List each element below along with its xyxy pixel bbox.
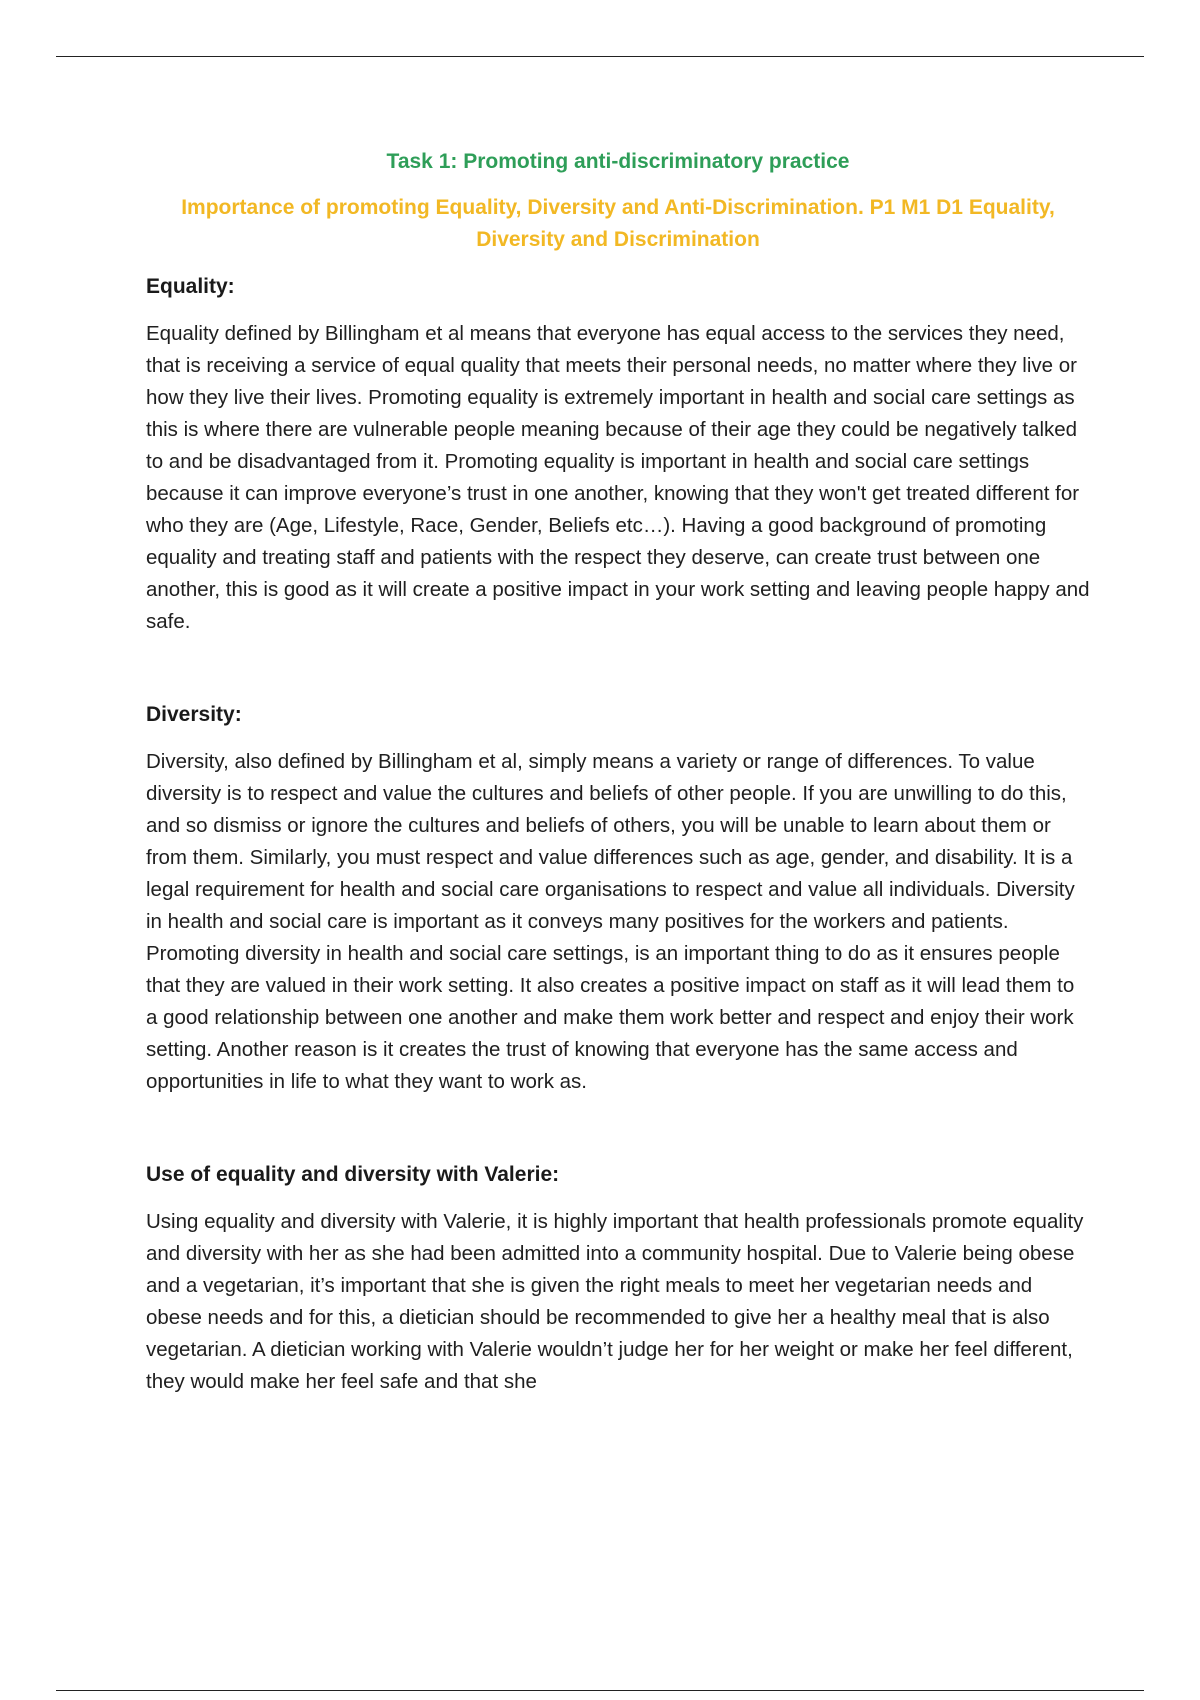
paragraph-valerie: Using equality and diversity with Valerie, it is highly important that health professionals promote equality and diversity with her as she had been admitted into a community hospital. Due to Valerie being obese and a vegetarian, it’s important that she is given the right meals to meet her vegetarian needs and obese needs and for this, a dietician should be recommended to give her a healthy meal that is also vegetarian. A dietician working with Valerie wouldn’t judge her for her weight or make her feel different, they would make her feel safe and that she xyxy=(146,1210,1084,1393)
document-page xyxy=(146,140,1090,1398)
top-rule xyxy=(56,56,1144,57)
section-heading-equality: Equality: xyxy=(146,275,235,298)
section-heading-diversity: Diversity: xyxy=(146,703,242,726)
task-title: Task 1: Promoting anti-discriminatory practice xyxy=(386,150,850,173)
paragraph-diversity: Diversity, also defined by Billingham et al, simply means a variety or range of differences. To value diversity is to respect and value the cultures and beliefs of other people. If you are unwilling to do this, and so dismiss or ignore the cultures and beliefs of others, you will be unable to learn about them or from them. Similarly, you must respect and value differences such as age, gender, and disability. It is a legal requirement for health and social care organisations to respect and value all individuals. Diversity in health and social care is important as it conveys many positives for the workers and patients. Promoting diversity in health and social care settings, is an important thing to do as it ensures people that they are valued in their work setting. It also creates a positive impact on staff as it will lead them to a good relationship between one another and make them work better and respect and enjoy their work setting. Another reason is it creates the trust of knowing that everyone has the same access and opportunities in life to what they want to work as. xyxy=(146,750,1075,1093)
paragraph-equality: Equality defined by Billingham et al means that everyone has equal access to the services they need, that is receiving a service of equal quality that meets their personal needs, no matter where they live or how they live their lives. Promoting equality is extremely important in health and social care settings as this is where there are vulnerable people meaning because of their age they could be negatively talked to and be disadvantaged from it. Promoting equality is important in health and social care settings because it can improve everyone’s trust in one another, knowing that they won't get treated different for who they are (Age, Lifestyle, Race, Gender, Beliefs etc…). Having a good background of promoting equality and treating staff and patients with the respect they deserve, can create trust between one another, this is good as it will create a positive impact in your work setting and leaving people happy and safe. xyxy=(146,322,1090,633)
task-subtitle: Importance of promoting Equality, Diversity and Anti-Discrimination. P1 M1 D1 Equality, Diversity and Discrimination xyxy=(181,196,1055,251)
section-spacer xyxy=(146,1098,1090,1144)
section-spacer xyxy=(146,638,1090,684)
section-heading-valerie: Use of equality and diversity with Valerie: xyxy=(146,1163,560,1186)
bottom-rule xyxy=(56,1690,1144,1691)
